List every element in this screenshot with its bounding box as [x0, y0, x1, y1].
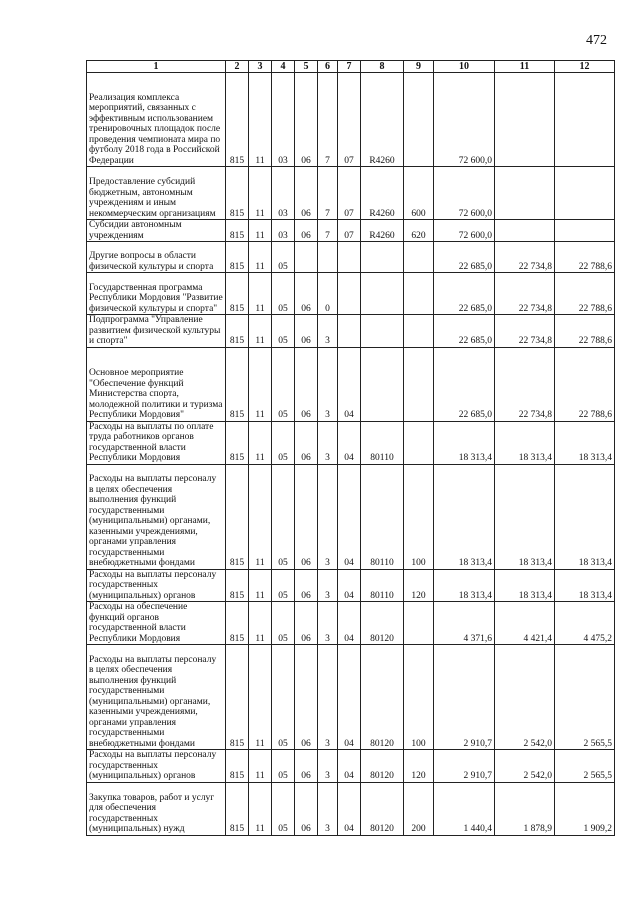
- code-cell: [404, 347, 434, 421]
- code-cell: 05: [272, 273, 295, 315]
- amount-cell: 4 371,6: [434, 602, 495, 645]
- code-cell: 80120: [361, 782, 404, 835]
- code-cell: 06: [295, 464, 318, 569]
- code-cell: 0: [318, 273, 338, 315]
- code-cell: 3: [318, 602, 338, 645]
- code-cell: 815: [226, 315, 249, 348]
- amount-cell: 18 313,4: [555, 464, 615, 569]
- header-cell: 9: [404, 61, 434, 73]
- code-cell: 120: [404, 750, 434, 783]
- amount-cell: [555, 167, 615, 220]
- table-row: [87, 73, 615, 167]
- table-row: [87, 569, 615, 602]
- code-cell: 05: [272, 602, 295, 645]
- table-row: [87, 220, 615, 242]
- code-cell: 04: [338, 421, 361, 464]
- row-name: Закупка товаров, работ и услуг для обеспечения государственных (муниципальных) нужд: [87, 782, 226, 835]
- amount-cell: [495, 73, 555, 167]
- code-cell: 04: [338, 782, 361, 835]
- code-cell: 06: [295, 220, 318, 242]
- code-cell: 815: [226, 220, 249, 242]
- code-cell: 815: [226, 782, 249, 835]
- code-cell: 11: [249, 273, 272, 315]
- code-cell: 06: [295, 750, 318, 783]
- amount-cell: 18 313,4: [434, 569, 495, 602]
- code-cell: 80120: [361, 750, 404, 783]
- code-cell: R4260: [361, 73, 404, 167]
- code-cell: 04: [338, 569, 361, 602]
- amount-cell: 22 685,0: [434, 242, 495, 273]
- table-row: [87, 347, 615, 421]
- header-cell: 8: [361, 61, 404, 73]
- code-cell: 815: [226, 273, 249, 315]
- code-cell: 07: [338, 73, 361, 167]
- header-cell: 6: [318, 61, 338, 73]
- header-cell: 3: [249, 61, 272, 73]
- header-cell: 2: [226, 61, 249, 73]
- row-name: Реализация комплекса мероприятий, связанных с эффективным использованием тренировочных площадок после проведения чемпионата мира по футболу 2018 года в Российской Федерации: [87, 73, 226, 167]
- amount-cell: 18 313,4: [495, 569, 555, 602]
- header-cell: 5: [295, 61, 318, 73]
- code-cell: 05: [272, 242, 295, 273]
- amount-cell: 22 734,8: [495, 273, 555, 315]
- row-name: Государственная программа Республики Мордовия "Развитие физической культуры и спорта": [87, 273, 226, 315]
- code-cell: 11: [249, 73, 272, 167]
- code-cell: 06: [295, 782, 318, 835]
- amount-cell: 18 313,4: [555, 421, 615, 464]
- code-cell: 11: [249, 569, 272, 602]
- table-row: [87, 273, 615, 315]
- code-cell: 7: [318, 220, 338, 242]
- code-cell: 04: [338, 602, 361, 645]
- code-cell: 815: [226, 347, 249, 421]
- code-cell: 80120: [361, 645, 404, 750]
- code-cell: 7: [318, 167, 338, 220]
- code-cell: [361, 315, 404, 348]
- code-cell: 11: [249, 464, 272, 569]
- code-cell: 05: [272, 750, 295, 783]
- code-cell: 11: [249, 242, 272, 273]
- code-cell: 815: [226, 750, 249, 783]
- code-cell: 80120: [361, 602, 404, 645]
- header-row: [87, 61, 615, 73]
- code-cell: [404, 242, 434, 273]
- table-row: [87, 645, 615, 750]
- code-cell: 04: [338, 464, 361, 569]
- code-cell: 815: [226, 421, 249, 464]
- code-cell: 06: [295, 273, 318, 315]
- code-cell: [404, 421, 434, 464]
- code-cell: [404, 273, 434, 315]
- code-cell: [361, 273, 404, 315]
- code-cell: 3: [318, 347, 338, 421]
- code-cell: [338, 273, 361, 315]
- code-cell: 815: [226, 645, 249, 750]
- amount-cell: [495, 220, 555, 242]
- code-cell: 600: [404, 167, 434, 220]
- code-cell: 815: [226, 569, 249, 602]
- amount-cell: 18 313,4: [434, 464, 495, 569]
- amount-cell: [555, 73, 615, 167]
- code-cell: 07: [338, 220, 361, 242]
- amount-cell: 4 475,2: [555, 602, 615, 645]
- code-cell: 3: [318, 782, 338, 835]
- code-cell: 815: [226, 73, 249, 167]
- row-name: Другие вопросы в области физической культуры и спорта: [87, 242, 226, 273]
- amount-cell: 72 600,0: [434, 220, 495, 242]
- row-name: Предоставление субсидий бюджетным, автономным учреждениям и иным некоммерческим организациям: [87, 167, 226, 220]
- code-cell: 06: [295, 569, 318, 602]
- code-cell: 05: [272, 645, 295, 750]
- table-row: [87, 782, 615, 835]
- code-cell: 620: [404, 220, 434, 242]
- amount-cell: 18 313,4: [555, 569, 615, 602]
- code-cell: 11: [249, 421, 272, 464]
- amount-cell: 22 788,6: [555, 347, 615, 421]
- header-cell: 1: [87, 61, 226, 73]
- code-cell: 05: [272, 782, 295, 835]
- code-cell: 3: [318, 645, 338, 750]
- amount-cell: 4 421,4: [495, 602, 555, 645]
- amount-cell: 1 878,9: [495, 782, 555, 835]
- amount-cell: [555, 220, 615, 242]
- code-cell: 05: [272, 421, 295, 464]
- code-cell: 06: [295, 347, 318, 421]
- amount-cell: 2 910,7: [434, 750, 495, 783]
- code-cell: 120: [404, 569, 434, 602]
- amount-cell: 22 685,0: [434, 347, 495, 421]
- amount-cell: 1 909,2: [555, 782, 615, 835]
- code-cell: R4260: [361, 167, 404, 220]
- code-cell: 100: [404, 645, 434, 750]
- code-cell: [404, 315, 434, 348]
- table-row: [87, 167, 615, 220]
- amount-cell: 22 685,0: [434, 273, 495, 315]
- code-cell: 100: [404, 464, 434, 569]
- table-row: [87, 602, 615, 645]
- amount-cell: 2 565,5: [555, 750, 615, 783]
- code-cell: 11: [249, 645, 272, 750]
- amount-cell: 22 788,6: [555, 315, 615, 348]
- code-cell: 06: [295, 645, 318, 750]
- code-cell: [361, 347, 404, 421]
- code-cell: 3: [318, 750, 338, 783]
- header-cell: 12: [555, 61, 615, 73]
- amount-cell: 22 788,6: [555, 273, 615, 315]
- code-cell: 815: [226, 464, 249, 569]
- code-cell: 07: [338, 167, 361, 220]
- page-number: 472: [586, 33, 607, 48]
- table-row: [87, 242, 615, 273]
- code-cell: 200: [404, 782, 434, 835]
- amount-cell: 1 440,4: [434, 782, 495, 835]
- code-cell: 11: [249, 782, 272, 835]
- code-cell: 815: [226, 167, 249, 220]
- code-cell: 04: [338, 347, 361, 421]
- table-row: [87, 750, 615, 783]
- code-cell: 06: [295, 421, 318, 464]
- amount-cell: 22 685,0: [434, 315, 495, 348]
- code-cell: 11: [249, 220, 272, 242]
- amount-cell: 2 910,7: [434, 645, 495, 750]
- row-name: Расходы на выплаты персоналу в целях обеспечения выполнения функций государственными (муниципальными) органами, казенными учреждениями, органами управления государственными внебюджетными фондами: [87, 645, 226, 750]
- code-cell: R4260: [361, 220, 404, 242]
- code-cell: [318, 242, 338, 273]
- code-cell: 03: [272, 73, 295, 167]
- code-cell: 05: [272, 464, 295, 569]
- header-cell: 4: [272, 61, 295, 73]
- code-cell: 05: [272, 315, 295, 348]
- code-cell: 11: [249, 347, 272, 421]
- row-name: Расходы на выплаты персоналу государственных (муниципальных) органов: [87, 569, 226, 602]
- budget-table: [86, 60, 615, 836]
- code-cell: 05: [272, 569, 295, 602]
- code-cell: 11: [249, 750, 272, 783]
- code-cell: 06: [295, 73, 318, 167]
- code-cell: 815: [226, 242, 249, 273]
- row-name: Субсидии автономным учреждениям: [87, 220, 226, 242]
- code-cell: 80110: [361, 464, 404, 569]
- header-cell: 10: [434, 61, 495, 73]
- code-cell: 04: [338, 750, 361, 783]
- row-name: Расходы на выплаты персоналу в целях обеспечения выполнения функций государственными (муниципальными) органами, казенными учреждениями, органами управления государственными внебюджетными фондами: [87, 464, 226, 569]
- code-cell: 815: [226, 602, 249, 645]
- code-cell: 3: [318, 315, 338, 348]
- row-name: Расходы на выплаты по оплате труда работников органов государственной власти Республики Мордовия: [87, 421, 226, 464]
- row-name: Подпрограмма "Управление развитием физической культуры и спорта": [87, 315, 226, 348]
- amount-cell: 22 734,8: [495, 315, 555, 348]
- code-cell: 03: [272, 220, 295, 242]
- code-cell: [338, 315, 361, 348]
- table-row: [87, 464, 615, 569]
- code-cell: 05: [272, 347, 295, 421]
- amount-cell: 22 734,8: [495, 347, 555, 421]
- header-cell: 11: [495, 61, 555, 73]
- amount-cell: 72 600,0: [434, 73, 495, 167]
- code-cell: 06: [295, 602, 318, 645]
- code-cell: 11: [249, 167, 272, 220]
- code-cell: 06: [295, 315, 318, 348]
- code-cell: 04: [338, 645, 361, 750]
- row-name: Основное мероприятие "Обеспечение функций Министерства спорта, молодежной политики и туризма Республики Мордовия": [87, 347, 226, 421]
- row-name: Расходы на обеспечение функций органов государственной власти Республики Мордовия: [87, 602, 226, 645]
- code-cell: 06: [295, 167, 318, 220]
- amount-cell: 18 313,4: [434, 421, 495, 464]
- amount-cell: 18 313,4: [495, 464, 555, 569]
- table-row: [87, 421, 615, 464]
- code-cell: [338, 242, 361, 273]
- code-cell: 11: [249, 315, 272, 348]
- code-cell: [361, 242, 404, 273]
- amount-cell: 22 788,6: [555, 242, 615, 273]
- amount-cell: 72 600,0: [434, 167, 495, 220]
- code-cell: 3: [318, 464, 338, 569]
- amount-cell: [495, 167, 555, 220]
- amount-cell: 22 734,8: [495, 242, 555, 273]
- code-cell: 03: [272, 167, 295, 220]
- amount-cell: 2 542,0: [495, 750, 555, 783]
- code-cell: [404, 73, 434, 167]
- code-cell: 80110: [361, 569, 404, 602]
- row-name: Расходы на выплаты персоналу государственных (муниципальных) органов: [87, 750, 226, 783]
- code-cell: [404, 602, 434, 645]
- amount-cell: 2 542,0: [495, 645, 555, 750]
- amount-cell: 2 565,5: [555, 645, 615, 750]
- amount-cell: 18 313,4: [495, 421, 555, 464]
- header-cell: 7: [338, 61, 361, 73]
- table-row: [87, 315, 615, 348]
- code-cell: 80110: [361, 421, 404, 464]
- code-cell: 3: [318, 421, 338, 464]
- code-cell: [295, 242, 318, 273]
- code-cell: 11: [249, 602, 272, 645]
- code-cell: 7: [318, 73, 338, 167]
- code-cell: 3: [318, 569, 338, 602]
